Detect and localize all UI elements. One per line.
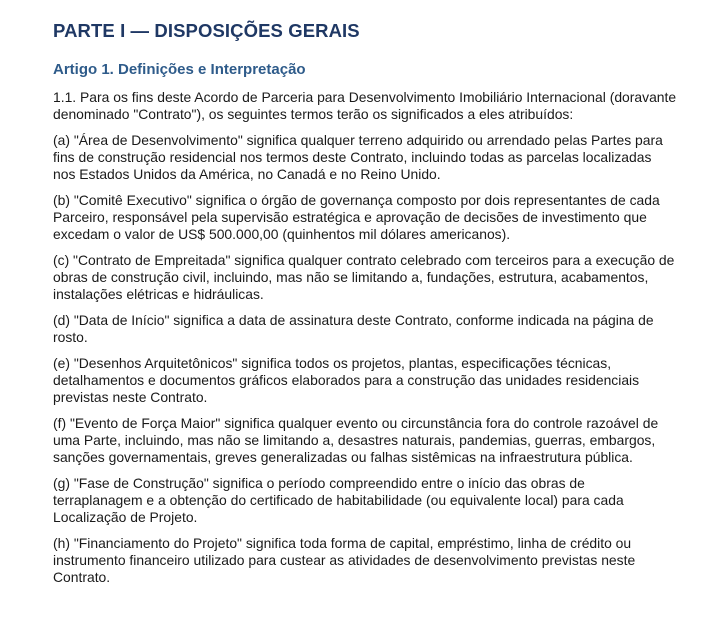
part-title: PARTE I — DISPOSIÇÕES GERAIS bbox=[53, 20, 360, 41]
definition-d: (d) "Data de Início" significa a data de assinatura deste Contrato, conforme indicada na página de rosto. bbox=[53, 312, 654, 345]
definition-e: (e) "Desenhos Arquitetônicos" significa todos os projetos, plantas, especificações técnicas, detalhamentos e documentos gráficos elaborados para a construção das unidades residenciais previstas neste Contrato. bbox=[53, 355, 640, 405]
paragraph-1-1: 1.1. Para os fins deste Acordo de Parceria para Desenvolvimento Imobiliário Internacional (doravante denominado "Contrato"), os seguintes termos terão os significados a eles atribuídos: bbox=[53, 89, 677, 122]
definition-c: (c) "Contrato de Empreitada" significa qualquer contrato celebrado com terceiros para a execução de obras de construção civil, incluindo, mas não se limitando a, fundações, estrutura, acabamentos, instalações elétricas e hidráulicas. bbox=[53, 252, 675, 302]
definition-g: (g) "Fase de Construção" significa o período compreendido entre o início das obras de terraplanagem e a obtenção do certificado de habitabilidade (ou equivalente local) para cada Localização de Projeto. bbox=[53, 475, 624, 525]
definition-b: (b) "Comitê Executivo" significa o órgão de governança composto por dois representantes de cada Parceiro, responsável pela supervisão estratégica e aprovação de decisões de investimento que excedam o valor de US$ 500.000,00 (quinhentos mil dólares americanos). bbox=[53, 192, 660, 242]
definition-h: (h) "Financiamento do Projeto" significa toda forma de capital, empréstimo, linha de crédito ou instrumento financeiro utilizado para custear as atividades de desenvolvimento previstas neste Contrato. bbox=[53, 535, 636, 585]
article-title: Artigo 1. Definições e Interpretação bbox=[53, 61, 306, 78]
definition-a: (a) "Área de Desenvolvimento" significa qualquer terreno adquirido ou arrendado pelas Partes para fins de construção residencial nos termos deste Contrato, incluindo todas as parcelas localizadas nos Estados Unidos da América, no Canadá e no Reino Unido. bbox=[53, 132, 663, 182]
definition-f: (f) "Evento de Força Maior" significa qualquer evento ou circunstância fora do controle razoável de uma Parte, incluindo, mas não se limitando a, desastres naturais, pandemias, guerras, embargos, sanções governamentais, greves generalizadas ou falhas sistêmicas na infraestrutura pública. bbox=[53, 415, 659, 465]
